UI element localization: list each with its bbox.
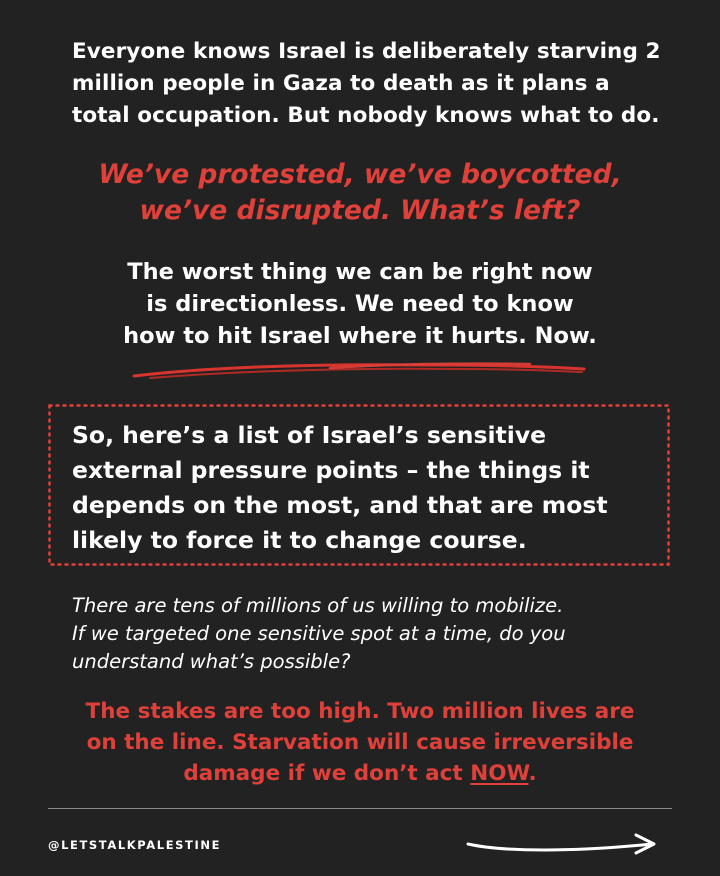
mobilize-line-3: understand what’s possible? bbox=[72, 650, 351, 673]
intro-paragraph: Everyone knows Israel is deliberately starving 2 million people in Gaza to death as it plans a total occupation. But nobody knows what to do. bbox=[72, 39, 661, 128]
box-line-1: So, here’s a list of Israel’s sensitive bbox=[72, 421, 547, 449]
directionless-line-2: is directionless. We need to know bbox=[146, 291, 574, 317]
stakes-line-3 bbox=[40, 758, 680, 789]
right-arrow-icon bbox=[464, 830, 664, 858]
footer-divider bbox=[48, 808, 672, 809]
box-line-3: depends on the most, and that are most bbox=[72, 491, 608, 519]
stakes-line-1: The stakes are too high. Two million lives are bbox=[85, 699, 635, 724]
headline-line-1: We’ve protested, we’ve boycotted, bbox=[98, 159, 622, 190]
brush-stroke-underline bbox=[130, 356, 590, 382]
now-emphasis: NOW bbox=[470, 761, 529, 786]
mobilize-paragraph bbox=[72, 592, 682, 676]
stakes-line-3-prefix: damage if we don’t act bbox=[183, 761, 471, 786]
mobilize-line-2: If we targeted one sensitive spot at a time, do you bbox=[72, 622, 566, 645]
box-line-4: likely to force it to change course. bbox=[72, 526, 527, 554]
headline-question bbox=[40, 157, 680, 229]
mobilize-line-1: There are tens of millions of us willing to mobilize. bbox=[72, 594, 564, 617]
directionless-line-1: The worst thing we can be right now bbox=[127, 259, 593, 285]
directionless-line-3: how to hit Israel where it hurts. Now. bbox=[123, 323, 597, 349]
directionless-paragraph bbox=[90, 256, 630, 352]
stakes-paragraph bbox=[40, 696, 680, 789]
pressure-points-text bbox=[72, 418, 652, 558]
headline-line-2: we’ve disrupted. What’s left? bbox=[139, 195, 581, 226]
account-handle: @LETSTALKPALESTINE bbox=[48, 838, 222, 852]
pressure-points-box bbox=[48, 404, 670, 566]
stakes-line-2: on the line. Starvation will cause irreversible bbox=[86, 730, 634, 755]
box-line-2: external pressure points – the things it bbox=[72, 456, 590, 484]
stakes-line-3-suffix: . bbox=[528, 761, 537, 786]
